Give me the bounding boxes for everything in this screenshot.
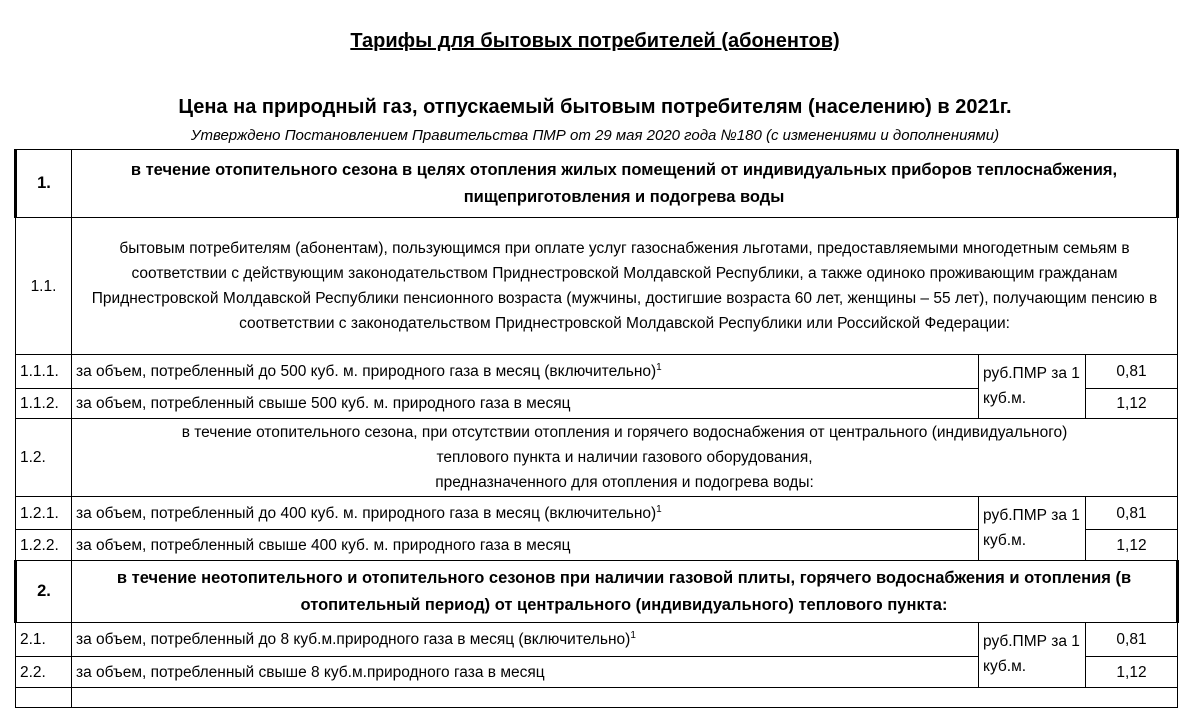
subsection-1-2-number: 1.2.	[16, 419, 72, 497]
tariff-table	[14, 149, 1179, 708]
subsection-1-1-number: 1.1.	[16, 218, 72, 355]
section-2-header-row	[16, 561, 1178, 623]
section-1-title: в течение отопительного сезона в целях отопления жилых помещений от индивидуальных приборов теплоснабжения, пищеприготовления и подогрева воды	[72, 150, 1178, 218]
row-text: за объем, потребленный до 500 куб. м. природного газа в месяц (включительно)	[76, 363, 657, 380]
section-2-number: 2.	[16, 561, 72, 623]
row-text: за объем, потребленный до 400 куб. м. природного газа в месяц (включительно)	[76, 504, 657, 522]
row-description	[72, 355, 979, 389]
price-cell: 1,12	[1086, 657, 1178, 688]
row-description	[72, 497, 979, 530]
unit-cell: руб.ПМР за 1 куб.м.	[979, 355, 1086, 419]
section-1-header-row	[16, 150, 1178, 218]
footnote-mark: 1	[630, 629, 636, 641]
page-title: Тарифы для бытовых потребителей (абонентов)	[350, 30, 840, 52]
table-row	[16, 355, 1178, 389]
footnote-mark: 1	[656, 361, 662, 373]
row-text: за объем, потребленный свыше 500 куб. м. природного газа в месяц	[76, 395, 571, 412]
price-cell: 0,81	[1086, 623, 1178, 657]
row-number: 2.2.	[16, 657, 72, 688]
section-1-number: 1.	[16, 150, 72, 218]
row-number: 1.2.1.	[16, 497, 72, 530]
subsection-1-1-row	[16, 218, 1178, 355]
row-description	[72, 389, 979, 419]
price-cell: 0,81	[1086, 355, 1178, 389]
row-number: 1.1.1.	[16, 355, 72, 389]
table-row	[16, 497, 1178, 530]
unit-cell: руб.ПМР за 1 куб.м.	[979, 623, 1086, 688]
subsection-1-2-line: в течение отопительного сезона, при отсутствии отопления и горячего водоснабжения от центрального (индивидуального)	[181, 424, 1068, 441]
row-number: 2.1.	[16, 623, 72, 657]
subsection-1-2-line: предназначенного для отопления и подогрева воды:	[435, 474, 814, 491]
subsection-1-2-text	[72, 419, 1178, 497]
row-number: 1.1.2.	[16, 389, 72, 419]
row-number: 1.2.2.	[16, 530, 72, 561]
unit-cell: руб.ПМР за 1 куб.м.	[979, 497, 1086, 561]
price-subtitle: Цена на природный газ, отпускаемый бытовым потребителям (населению) в 2021г.	[178, 96, 1012, 118]
price-cell: 1,12	[1086, 530, 1178, 561]
row-description	[72, 657, 979, 688]
row-description	[72, 623, 979, 657]
subsection-1-1-text: бытовым потребителям (абонентам), пользующимся при оплате услуг газоснабжения льготами, предоставляемыми многодетным семьям в соответствии с действующим законодательством Приднестровской Молдавской Республики, а также одиноко проживающим гражданам Приднестровской Молдавской Республики пенсионного возраста (мужчины, достигшие возраста 60 лет, женщины – 55 лет), получающим пенсию в соответствии с законодательством Приднестровской Молдавской Республики или Российской Федерации:	[72, 218, 1178, 355]
row-text: за объем, потребленный свыше 8 куб.м.природного газа в месяц	[76, 663, 545, 681]
price-cell: 1,12	[1086, 389, 1178, 419]
subsection-1-2-line: теплового пункта и наличии газового оборудования,	[436, 449, 813, 466]
table-row	[16, 623, 1178, 657]
price-cell: 0,81	[1086, 497, 1178, 530]
row-number	[16, 688, 72, 708]
row-description	[72, 530, 979, 561]
section-2-title: в течение неотопительного и отопительного сезонов при наличии газовой плиты, горячего водоснабжения и отопления (в отопительный период) от центрального (индивидуального) теплового пункта:	[72, 561, 1178, 623]
row-text: за объем, потребленный до 8 куб.м.природного газа в месяц (включительно)	[76, 631, 631, 648]
footnote-mark: 1	[656, 503, 662, 515]
row-text: за объем, потребленный свыше 400 куб. м. природного газа в месяц	[76, 536, 571, 554]
row-description	[72, 688, 1178, 708]
subsection-1-2-row	[16, 419, 1178, 497]
approval-note: Утверждено Постановлением Правительства ПМР от 29 мая 2020 года №180 (с изменениями и дополнениями)	[190, 127, 1000, 144]
table-row-cutoff	[16, 688, 1178, 708]
